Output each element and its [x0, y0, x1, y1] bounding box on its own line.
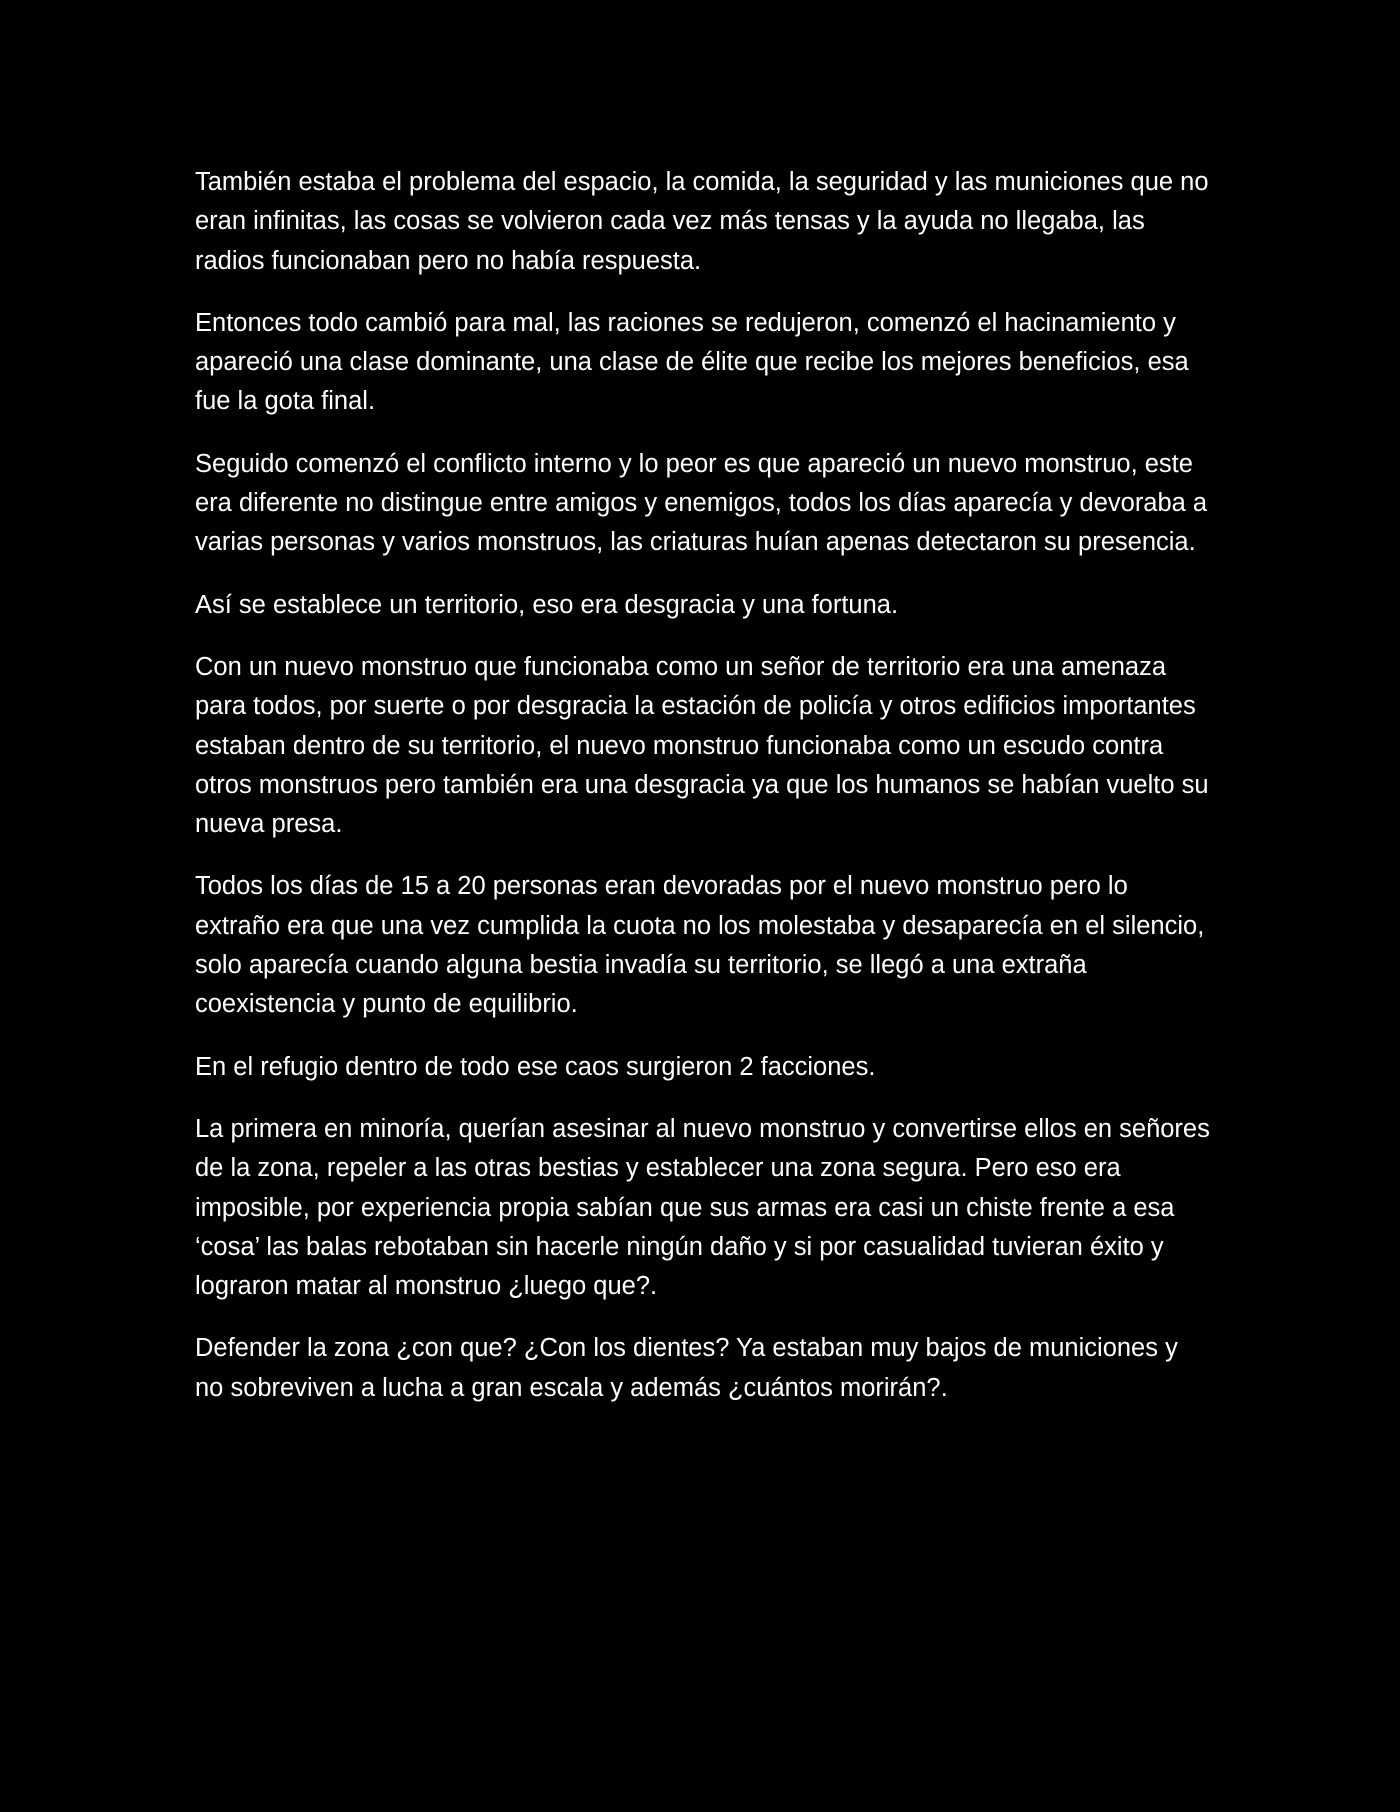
paragraph-7: En el refugio dentro de todo ese caos surgieron 2 facciones. [195, 1052, 876, 1081]
paragraph-2: Entonces todo cambió para mal, las raciones se redujeron, comenzó el hacinamiento y apareció una clase dominante, una clase de élite que recibe los mejores beneficios, esa fue la gota final. [195, 308, 1189, 416]
paragraph-5: Con un nuevo monstruo que funcionaba como un señor de territorio era una amenaza para todos, por suerte o por desgracia la estación de policía y otros edificios importantes estaban dentro de su territorio, el nuevo monstruo funcionaba como un escudo contra otros monstruos pero también era una desgracia ya que los humanos se habían vuelto su nueva presa. [195, 652, 1209, 839]
paragraph-6: Todos los días de 15 a 20 personas eran devoradas por el nuevo monstruo pero lo extraño era que una vez cumplida la cuota no los molestaba y desaparecía en el silencio, solo aparecía cuando alguna bestia invadía su territorio, se llegó a una extraña coexistencia y punto de equilibrio. [195, 872, 1205, 1019]
paragraph-9: Defender la zona ¿con que? ¿Con los dientes? Ya estaban muy bajos de municiones y no sobreviven a lucha a gran escala y además ¿cuántos morirán?. [195, 1334, 1178, 1402]
body-text [195, 163, 1210, 1431]
paragraph-8: La primera en minoría, querían asesinar al nuevo monstruo y convertirse ellos en señores de la zona, repeler a las otras bestias y establecer una zona segura. Pero eso era imposible, por experiencia propia sabían que sus armas era casi un chiste frente a esa ‘cosa’ las balas rebotaban sin hacerle ningún daño y si por casualidad tuvieran éxito y lograron matar al monstruo ¿luego que?. [195, 1114, 1210, 1301]
paragraph-1: También estaba el problema del espacio, la comida, la seguridad y las municiones que no eran infinitas, las cosas se volvieron cada vez más tensas y la ayuda no llegaba, las radios funcionaban pero no había respuesta. [195, 168, 1209, 275]
paragraph-4: Así se establece un territorio, eso era desgracia y una fortuna. [195, 590, 899, 619]
paragraph-3: Seguido comenzó el conflicto interno y lo peor es que apareció un nuevo monstruo, este era diferente no distingue entre amigos y enemigos, todos los días aparecía y devoraba a varias personas y varios monstruos, las criaturas huían apenas detectaron su presencia. [195, 449, 1208, 557]
